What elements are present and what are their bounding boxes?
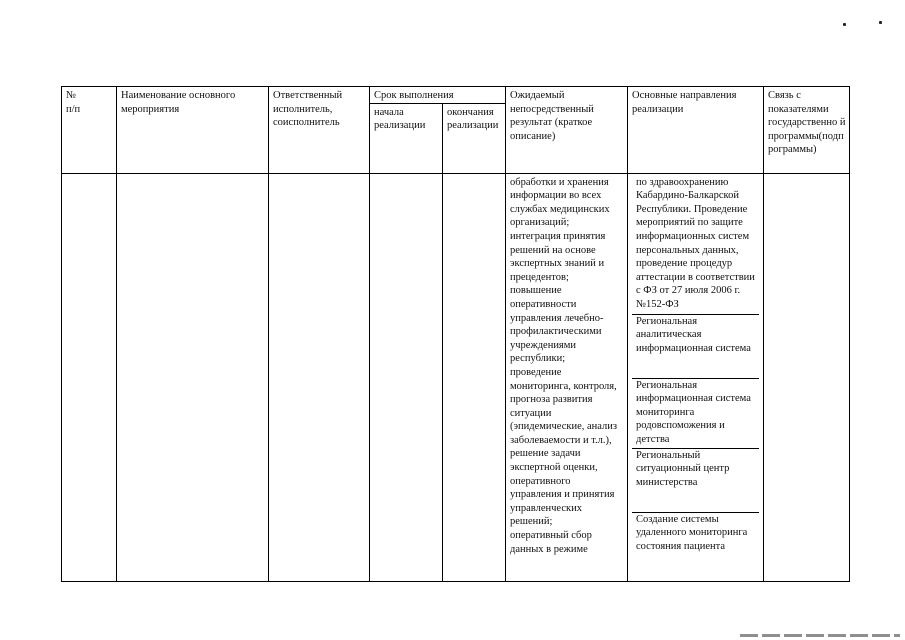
- header-term-end: окончания реализации: [443, 103, 506, 173]
- header-number: № п/п: [62, 87, 117, 174]
- header-term-start: начала реализации: [370, 103, 443, 173]
- cell-directions: [628, 173, 764, 581]
- direction-item: Региональный ситуационный центр министерства: [632, 449, 759, 513]
- cell-number: [62, 173, 117, 581]
- cell-term-start: [370, 173, 443, 581]
- direction-item: Региональная информационная система мониторинга родовспоможения и детства: [632, 379, 759, 449]
- header-directions: Основные направления реализации: [628, 87, 764, 174]
- scan-edge-artifact: [740, 634, 900, 637]
- cell-program-link: [764, 173, 850, 581]
- events-table: [61, 86, 850, 582]
- header-program-link: Связь с показателями государственно й программы(подп рограммы): [764, 87, 850, 174]
- header-term: Срок выполнения: [370, 87, 506, 104]
- header-event-name: Наименование основного мероприятия: [117, 87, 269, 174]
- header-expected-result: Ожидаемый непосредственный результат (краткое описание): [506, 87, 628, 174]
- direction-item: Создание системы удаленного мониторинга состояния пациента: [636, 513, 748, 552]
- cell-event-name: [117, 173, 269, 581]
- header-responsible: Ответственный исполнитель, соисполнитель: [269, 87, 370, 174]
- direction-item: Региональная аналитическая информационная система: [632, 315, 759, 379]
- direction-item: по здравоохранению Кабардино-Балкарской Республики. Проведение мероприятий по защите информационных систем персональных данных, проведение процедур аттестации в соответствии с ФЗ от 27 июля 2006 г. №152-ФЗ: [632, 176, 759, 315]
- cell-term-end: [443, 173, 506, 581]
- cell-responsible: [269, 173, 370, 581]
- cell-expected-result: обработки и хранения информации во всех службах медицинских организаций; интеграция принятия решений на основе экспертных знаний и прецедентов; повышение оперативности управления лечебно- профилактическими учреждениями республики; проведение мониторинга, контроля, прогноза развития ситуации (эпидемические, анализ заболеваемости и т.л.), решение задачи экспертной оценки, оперативного управления и принятия управленческих решений; оперативный сбор данных в режиме: [506, 173, 628, 581]
